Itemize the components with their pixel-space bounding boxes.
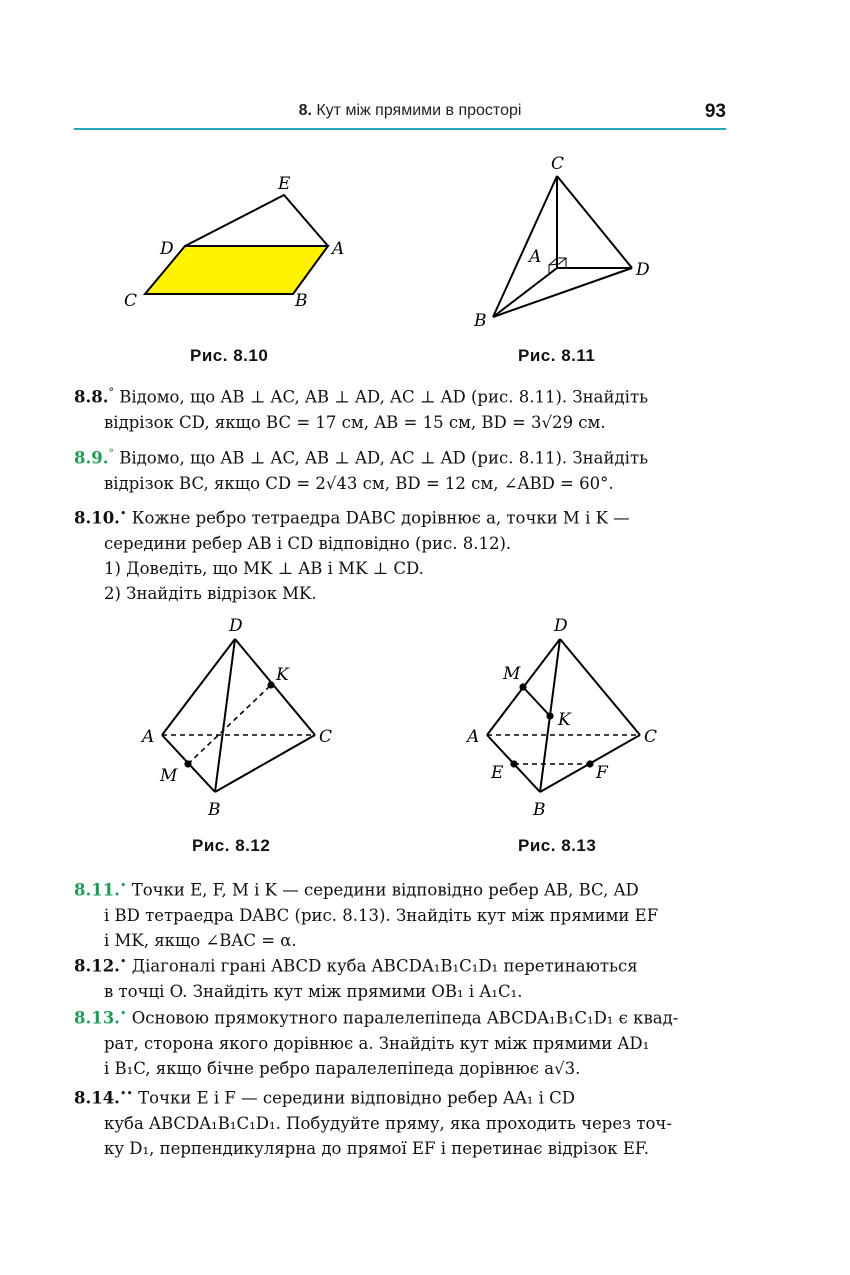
label-D: D <box>636 260 650 280</box>
problem-number: 8.8. <box>74 387 109 407</box>
problem-text-line-2: і BD тетраедра DABC (рис. 8.13). Знайдіть кут між прямими EF <box>104 905 659 925</box>
problem-number: 8.14. <box>74 1088 120 1108</box>
problem-number: 8.12. <box>74 956 120 976</box>
caption-8-12: Рис. 8.12 <box>192 836 271 855</box>
figure-8-12-drawing <box>135 612 345 822</box>
difficulty-mark: • <box>119 1007 127 1020</box>
chapter-title: Кут між прямими в просторі <box>316 102 522 119</box>
problem-8-10 <box>74 501 726 606</box>
label-B: B <box>208 800 221 820</box>
caption-8-13: Рис. 8.13 <box>518 836 597 855</box>
problem-text-line-3: і MK, якщо ∠BAC = α. <box>104 930 297 950</box>
edge-cd <box>557 176 632 268</box>
problem-number: 8.10. <box>74 508 120 528</box>
page-number: 93 <box>704 101 726 122</box>
problem-8-11 <box>74 873 726 953</box>
problem-text-line-1: Відомо, що AB ⊥ AC, AB ⊥ AD, AC ⊥ AD (рис. 8.11). Знайдіть <box>119 448 649 468</box>
label-C: C <box>319 727 333 747</box>
chapter-number: 8. <box>298 102 312 119</box>
label-D: D <box>554 616 568 636</box>
problem-8-9 <box>74 441 726 496</box>
label-C: C <box>124 291 138 311</box>
problem-text-line-1: Діагоналі грані ABCD куба ABCDA₁B₁C₁D₁ перетинаються <box>131 956 638 976</box>
point-f <box>586 760 593 767</box>
problem-text-line-1: Точки E і F — середини відповідно ребер AA₁ і CD <box>138 1088 576 1108</box>
problem-number: 8.9. <box>74 448 109 468</box>
header-rule <box>74 128 726 130</box>
difficulty-mark: • <box>119 955 127 968</box>
problem-8-12 <box>74 949 726 1004</box>
label-M: M <box>503 664 521 684</box>
problem-text-line-2: куба ABCDA₁B₁C₁D₁. Побудуйте пряму, яка проходить через точ- <box>104 1113 672 1133</box>
label-A: A <box>529 247 542 267</box>
label-E: E <box>278 174 291 194</box>
running-header <box>260 102 560 120</box>
problem-text-line-4: 2) Знайдіть відрізок MK. <box>104 583 317 603</box>
problem-number: 8.13. <box>74 1008 120 1028</box>
point-k <box>546 712 553 719</box>
label-D: D <box>229 616 243 636</box>
problem-text-line-3: і B₁C, якщо бічне ребро паралелепіпеда дорівнює a√3. <box>104 1058 581 1078</box>
problem-8-14 <box>74 1081 726 1161</box>
edge-bd <box>493 268 632 317</box>
problem-text-line-2: рат, сторона якого дорівнює a. Знайдіть кут між прямими AD₁ <box>104 1033 650 1053</box>
problem-number: 8.11. <box>74 880 120 900</box>
label-B: B <box>295 291 308 311</box>
triangle-dea <box>185 195 328 246</box>
label-B: B <box>474 311 487 331</box>
label-D: D <box>160 239 174 259</box>
difficulty-mark: ° <box>108 386 114 399</box>
label-A: A <box>467 727 480 747</box>
segment-mk <box>523 687 550 716</box>
caption-8-10: Рис. 8.10 <box>190 346 269 365</box>
segment-mk <box>188 685 271 764</box>
edge-dc <box>560 639 640 735</box>
point-m <box>519 683 526 690</box>
difficulty-mark: • <box>119 879 127 892</box>
label-K: K <box>558 710 571 730</box>
label-M: M <box>160 766 178 786</box>
figure-8-12 <box>135 612 345 822</box>
problem-8-13 <box>74 1001 726 1081</box>
problem-text-line-2: в точці O. Знайдіть кут між прямими OB₁ і A₁C₁. <box>104 981 523 1001</box>
problem-text-line-1: Відомо, що AB ⊥ AC, AB ⊥ AD, AC ⊥ AD (рис. 8.11). Знайдіть <box>119 387 649 407</box>
label-F: F <box>596 763 608 783</box>
problem-text-line-1: Точки E, F, M і K — середини відповідно ребер AB, BC, AD <box>131 880 639 900</box>
right-angle-mark-2 <box>549 258 557 274</box>
difficulty-mark: • <box>119 507 127 520</box>
problem-text-line-2: відрізок BC, якщо CD = 2√43 см, BD = 12 см, ∠ABD = 60°. <box>104 473 614 493</box>
edge-ab <box>493 268 557 317</box>
label-A: A <box>332 239 345 259</box>
point-e <box>510 760 517 767</box>
point-k <box>267 681 274 688</box>
label-E: E <box>491 763 504 783</box>
figure-8-10 <box>110 165 370 325</box>
edge-cb <box>215 735 315 792</box>
problem-text-line-3: 1) Доведіть, що MK ⊥ AB і MK ⊥ CD. <box>104 558 424 578</box>
label-A: A <box>142 727 155 747</box>
label-C: C <box>551 154 565 174</box>
edge-dc <box>235 639 315 735</box>
point-m <box>184 760 191 767</box>
figure-8-11 <box>465 150 665 335</box>
caption-8-11: Рис. 8.11 <box>518 346 596 365</box>
figure-8-10-drawing <box>110 165 370 325</box>
label-K: K <box>276 665 289 685</box>
figure-8-13-drawing <box>460 612 670 822</box>
figure-8-13 <box>460 612 670 822</box>
problem-text-line-1: Кожне ребро тетраедра DABC дорівнює a, точки M і K — <box>131 508 630 528</box>
difficulty-mark: •• <box>119 1087 133 1100</box>
problem-text-line-3: ку D₁, перпендикулярна до прямої EF і перетинає відрізок EF. <box>104 1138 650 1158</box>
edge-cb <box>493 176 557 317</box>
label-B: B <box>533 800 546 820</box>
problem-text-line-2: відрізок CD, якщо BC = 17 см, AB = 15 см, BD = 3√29 см. <box>104 412 606 432</box>
difficulty-mark: ° <box>108 447 114 460</box>
problem-text-line-1: Основою прямокутного паралелепіпеда ABCDA₁B₁C₁D₁ є квад- <box>131 1008 679 1028</box>
problem-8-8 <box>74 380 726 435</box>
figure-8-11-drawing <box>465 150 665 335</box>
problem-text-line-2: середини ребер AB і CD відповідно (рис. 8.12). <box>104 533 512 553</box>
label-C: C <box>644 727 658 747</box>
